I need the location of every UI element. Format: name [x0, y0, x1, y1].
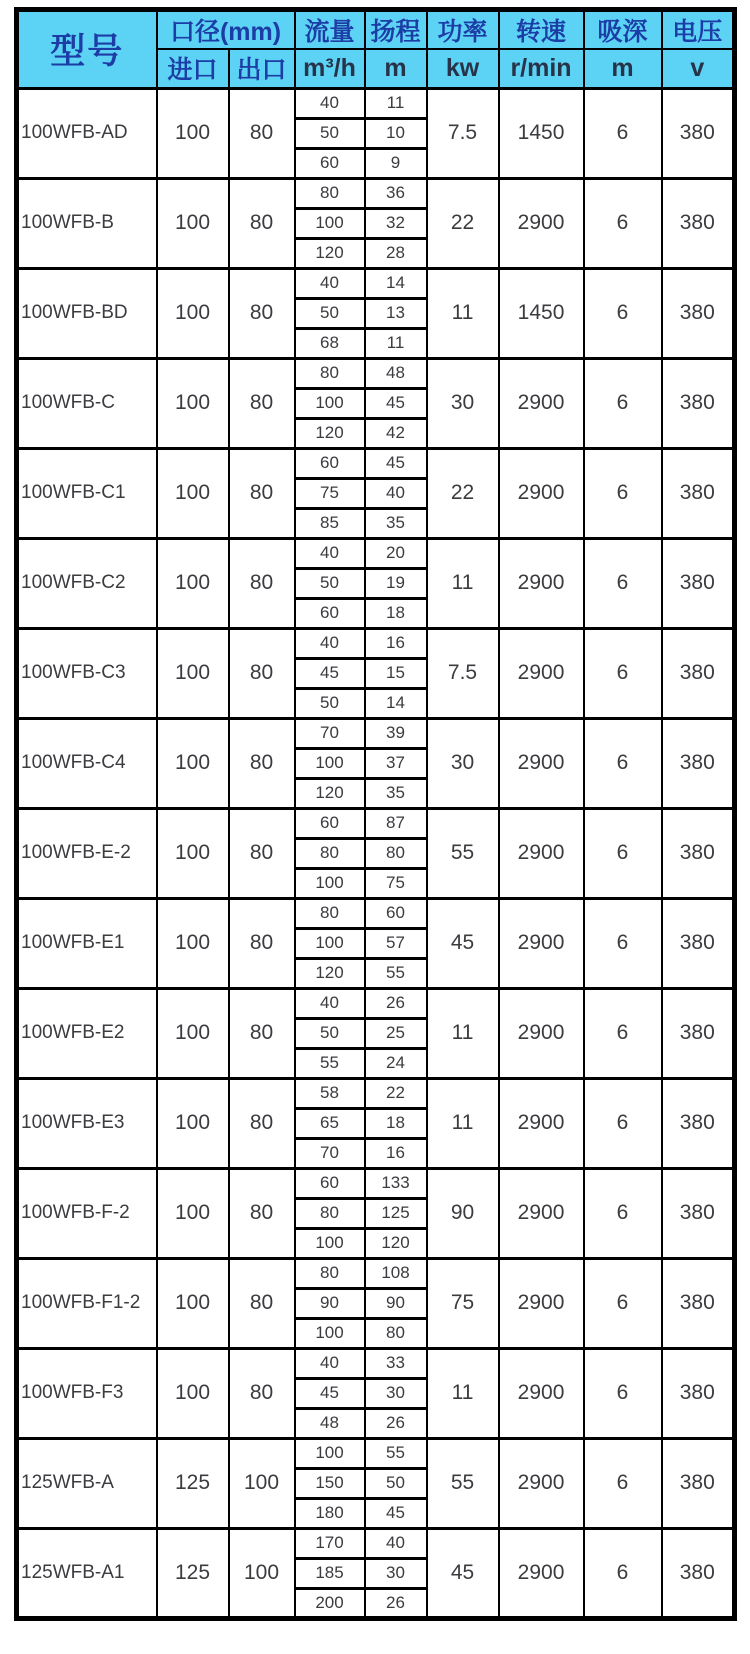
inlet-diameter-cell: 100 [157, 448, 229, 538]
head-cell: 30 [365, 1558, 427, 1588]
flow-cell: 120 [295, 238, 365, 268]
speed-cell: 2900 [499, 898, 584, 988]
spec-row [17, 1258, 735, 1288]
outlet-diameter-cell: 80 [229, 268, 295, 358]
head-cell: 11 [365, 328, 427, 358]
flow-cell: 50 [295, 118, 365, 148]
flow-cell: 60 [295, 148, 365, 178]
speed-cell: 2900 [499, 1348, 584, 1438]
flow-cell: 70 [295, 1138, 365, 1168]
model-cell: 100WFB-E-2 [17, 808, 157, 898]
inlet-diameter-cell: 125 [157, 1438, 229, 1528]
voltage-cell: 380 [662, 1438, 735, 1528]
flow-cell: 40 [295, 1348, 365, 1378]
inlet-diameter-cell: 100 [157, 988, 229, 1078]
head-cell: 26 [365, 1588, 427, 1618]
head-cell: 45 [365, 388, 427, 418]
power-cell: 11 [427, 538, 499, 628]
head-cell: 35 [365, 508, 427, 538]
inlet-diameter-cell: 100 [157, 1258, 229, 1348]
model-cell: 125WFB-A [17, 1438, 157, 1528]
inlet-diameter-cell: 100 [157, 808, 229, 898]
col-header-power: 功率 [427, 10, 499, 50]
flow-cell: 40 [295, 538, 365, 568]
inlet-diameter-cell: 100 [157, 1078, 229, 1168]
spec-row [17, 88, 735, 118]
col-header-model: 型号 [17, 10, 157, 89]
model-cell: 100WFB-C4 [17, 718, 157, 808]
flow-cell: 100 [295, 208, 365, 238]
head-cell: 60 [365, 898, 427, 928]
flow-cell: 150 [295, 1468, 365, 1498]
flow-cell: 80 [295, 1258, 365, 1288]
flow-cell: 170 [295, 1528, 365, 1558]
suction-cell: 6 [584, 808, 662, 898]
flow-cell: 80 [295, 358, 365, 388]
outlet-diameter-cell: 80 [229, 718, 295, 808]
flow-cell: 58 [295, 1078, 365, 1108]
head-cell: 28 [365, 238, 427, 268]
model-cell: 100WFB-F3 [17, 1348, 157, 1438]
model-cell: 100WFB-BD [17, 268, 157, 358]
speed-cell: 2900 [499, 1438, 584, 1528]
head-cell: 33 [365, 1348, 427, 1378]
head-cell: 75 [365, 868, 427, 898]
voltage-cell: 380 [662, 1348, 735, 1438]
model-cell: 125WFB-A1 [17, 1528, 157, 1618]
table-header [17, 10, 735, 89]
suction-cell: 6 [584, 88, 662, 178]
head-cell: 18 [365, 598, 427, 628]
outlet-diameter-cell: 80 [229, 178, 295, 268]
col-header-diameter: 口径(mm) [157, 10, 295, 50]
outlet-diameter-cell: 80 [229, 1168, 295, 1258]
voltage-cell: 380 [662, 1528, 735, 1618]
head-cell: 55 [365, 958, 427, 988]
model-cell: 100WFB-F1-2 [17, 1258, 157, 1348]
head-cell: 125 [365, 1198, 427, 1228]
flow-cell: 40 [295, 88, 365, 118]
spec-row [17, 538, 735, 568]
flow-cell: 85 [295, 508, 365, 538]
voltage-cell: 380 [662, 268, 735, 358]
flow-cell: 90 [295, 1288, 365, 1318]
outlet-diameter-cell: 80 [229, 628, 295, 718]
outlet-diameter-cell: 80 [229, 538, 295, 628]
flow-cell: 80 [295, 178, 365, 208]
head-cell: 80 [365, 1318, 427, 1348]
spec-row [17, 448, 735, 478]
power-cell: 90 [427, 1168, 499, 1258]
col-header-power-unit: kw [427, 49, 499, 88]
speed-cell: 2900 [499, 1078, 584, 1168]
head-cell: 14 [365, 268, 427, 298]
outlet-diameter-cell: 80 [229, 448, 295, 538]
power-cell: 30 [427, 358, 499, 448]
suction-cell: 6 [584, 988, 662, 1078]
power-cell: 30 [427, 718, 499, 808]
pump-spec-table [14, 7, 737, 1621]
flow-cell: 120 [295, 958, 365, 988]
spec-row [17, 358, 735, 388]
voltage-cell: 380 [662, 538, 735, 628]
spec-row [17, 178, 735, 208]
head-cell: 11 [365, 88, 427, 118]
outlet-diameter-cell: 80 [229, 898, 295, 988]
spec-row [17, 1438, 735, 1468]
head-cell: 108 [365, 1258, 427, 1288]
voltage-cell: 380 [662, 898, 735, 988]
inlet-diameter-cell: 100 [157, 1348, 229, 1438]
suction-cell: 6 [584, 898, 662, 988]
model-cell: 100WFB-E3 [17, 1078, 157, 1168]
suction-cell: 6 [584, 1438, 662, 1528]
flow-cell: 48 [295, 1408, 365, 1438]
suction-cell: 6 [584, 1168, 662, 1258]
col-header-head-unit: m [365, 49, 427, 88]
model-cell: 100WFB-C3 [17, 628, 157, 718]
flow-cell: 68 [295, 328, 365, 358]
inlet-diameter-cell: 100 [157, 268, 229, 358]
suction-cell: 6 [584, 628, 662, 718]
table-body [17, 88, 735, 1618]
header-row-labels [17, 10, 735, 50]
model-cell: 100WFB-C1 [17, 448, 157, 538]
head-cell: 32 [365, 208, 427, 238]
model-cell: 100WFB-E1 [17, 898, 157, 988]
outlet-diameter-cell: 80 [229, 1258, 295, 1348]
speed-cell: 2900 [499, 1258, 584, 1348]
flow-cell: 60 [295, 1168, 365, 1198]
model-cell: 100WFB-C [17, 358, 157, 448]
voltage-cell: 380 [662, 358, 735, 448]
col-header-speed-unit: r/min [499, 49, 584, 88]
spec-row [17, 1528, 735, 1558]
speed-cell: 2900 [499, 538, 584, 628]
suction-cell: 6 [584, 1528, 662, 1618]
suction-cell: 6 [584, 1258, 662, 1348]
flow-cell: 60 [295, 598, 365, 628]
voltage-cell: 380 [662, 628, 735, 718]
flow-cell: 100 [295, 388, 365, 418]
head-cell: 26 [365, 1408, 427, 1438]
head-cell: 87 [365, 808, 427, 838]
flow-cell: 60 [295, 808, 365, 838]
power-cell: 45 [427, 1528, 499, 1618]
spec-row [17, 628, 735, 658]
head-cell: 90 [365, 1288, 427, 1318]
speed-cell: 2900 [499, 1168, 584, 1258]
flow-cell: 200 [295, 1588, 365, 1618]
model-cell: 100WFB-F-2 [17, 1168, 157, 1258]
col-header-outlet: 出口 [229, 49, 295, 88]
outlet-diameter-cell: 80 [229, 808, 295, 898]
flow-cell: 50 [295, 568, 365, 598]
outlet-diameter-cell: 80 [229, 358, 295, 448]
speed-cell: 2900 [499, 358, 584, 448]
outlet-diameter-cell: 80 [229, 88, 295, 178]
head-cell: 25 [365, 1018, 427, 1048]
head-cell: 80 [365, 838, 427, 868]
flow-cell: 80 [295, 1198, 365, 1228]
spec-row [17, 718, 735, 748]
flow-cell: 40 [295, 268, 365, 298]
head-cell: 40 [365, 1528, 427, 1558]
head-cell: 30 [365, 1378, 427, 1408]
flow-cell: 80 [295, 898, 365, 928]
head-cell: 55 [365, 1438, 427, 1468]
head-cell: 50 [365, 1468, 427, 1498]
inlet-diameter-cell: 100 [157, 718, 229, 808]
power-cell: 11 [427, 268, 499, 358]
head-cell: 16 [365, 1138, 427, 1168]
speed-cell: 2900 [499, 808, 584, 898]
inlet-diameter-cell: 100 [157, 538, 229, 628]
col-header-inlet: 进口 [157, 49, 229, 88]
voltage-cell: 380 [662, 718, 735, 808]
head-cell: 24 [365, 1048, 427, 1078]
spec-row [17, 1348, 735, 1378]
col-header-suction: 吸深 [584, 10, 662, 50]
power-cell: 11 [427, 988, 499, 1078]
power-cell: 45 [427, 898, 499, 988]
col-header-flow: 流量 [295, 10, 365, 50]
power-cell: 22 [427, 178, 499, 268]
model-cell: 100WFB-E2 [17, 988, 157, 1078]
flow-cell: 100 [295, 748, 365, 778]
flow-cell: 120 [295, 778, 365, 808]
inlet-diameter-cell: 100 [157, 178, 229, 268]
outlet-diameter-cell: 100 [229, 1528, 295, 1618]
suction-cell: 6 [584, 718, 662, 808]
flow-cell: 100 [295, 928, 365, 958]
voltage-cell: 380 [662, 88, 735, 178]
flow-cell: 50 [295, 298, 365, 328]
head-cell: 20 [365, 538, 427, 568]
flow-cell: 60 [295, 448, 365, 478]
spec-row [17, 898, 735, 928]
head-cell: 45 [365, 448, 427, 478]
outlet-diameter-cell: 80 [229, 1078, 295, 1168]
power-cell: 55 [427, 808, 499, 898]
flow-cell: 40 [295, 628, 365, 658]
suction-cell: 6 [584, 1348, 662, 1438]
head-cell: 57 [365, 928, 427, 958]
outlet-diameter-cell: 80 [229, 1348, 295, 1438]
flow-cell: 70 [295, 718, 365, 748]
voltage-cell: 380 [662, 1168, 735, 1258]
col-header-flow-unit: m³/h [295, 49, 365, 88]
head-cell: 15 [365, 658, 427, 688]
head-cell: 48 [365, 358, 427, 388]
suction-cell: 6 [584, 268, 662, 358]
flow-cell: 100 [295, 868, 365, 898]
voltage-cell: 380 [662, 178, 735, 268]
model-cell: 100WFB-AD [17, 88, 157, 178]
power-cell: 7.5 [427, 628, 499, 718]
suction-cell: 6 [584, 538, 662, 628]
head-cell: 35 [365, 778, 427, 808]
voltage-cell: 380 [662, 1258, 735, 1348]
head-cell: 45 [365, 1498, 427, 1528]
head-cell: 40 [365, 478, 427, 508]
suction-cell: 6 [584, 448, 662, 538]
head-cell: 9 [365, 148, 427, 178]
head-cell: 120 [365, 1228, 427, 1258]
flow-cell: 50 [295, 1018, 365, 1048]
power-cell: 55 [427, 1438, 499, 1528]
col-header-speed: 转速 [499, 10, 584, 50]
head-cell: 22 [365, 1078, 427, 1108]
inlet-diameter-cell: 100 [157, 628, 229, 718]
flow-cell: 100 [295, 1318, 365, 1348]
model-cell: 100WFB-C2 [17, 538, 157, 628]
inlet-diameter-cell: 100 [157, 88, 229, 178]
col-header-voltage-unit: v [662, 49, 735, 88]
flow-cell: 185 [295, 1558, 365, 1588]
flow-cell: 100 [295, 1228, 365, 1258]
spec-row [17, 988, 735, 1018]
inlet-diameter-cell: 125 [157, 1528, 229, 1618]
inlet-diameter-cell: 100 [157, 358, 229, 448]
voltage-cell: 380 [662, 448, 735, 538]
flow-cell: 55 [295, 1048, 365, 1078]
voltage-cell: 380 [662, 1078, 735, 1168]
head-cell: 14 [365, 688, 427, 718]
flow-cell: 120 [295, 418, 365, 448]
spec-row [17, 268, 735, 298]
power-cell: 7.5 [427, 88, 499, 178]
power-cell: 11 [427, 1078, 499, 1168]
power-cell: 11 [427, 1348, 499, 1438]
outlet-diameter-cell: 80 [229, 988, 295, 1078]
speed-cell: 2900 [499, 628, 584, 718]
speed-cell: 2900 [499, 718, 584, 808]
head-cell: 10 [365, 118, 427, 148]
head-cell: 42 [365, 418, 427, 448]
head-cell: 133 [365, 1168, 427, 1198]
head-cell: 26 [365, 988, 427, 1018]
col-header-suction-unit: m [584, 49, 662, 88]
voltage-cell: 380 [662, 808, 735, 898]
flow-cell: 75 [295, 478, 365, 508]
spec-row [17, 1168, 735, 1198]
speed-cell: 2900 [499, 178, 584, 268]
head-cell: 37 [365, 748, 427, 778]
head-cell: 18 [365, 1108, 427, 1138]
head-cell: 16 [365, 628, 427, 658]
suction-cell: 6 [584, 358, 662, 448]
voltage-cell: 380 [662, 988, 735, 1078]
head-cell: 36 [365, 178, 427, 208]
head-cell: 39 [365, 718, 427, 748]
power-cell: 75 [427, 1258, 499, 1348]
speed-cell: 1450 [499, 88, 584, 178]
head-cell: 19 [365, 568, 427, 598]
suction-cell: 6 [584, 1078, 662, 1168]
flow-cell: 40 [295, 988, 365, 1018]
suction-cell: 6 [584, 178, 662, 268]
outlet-diameter-cell: 100 [229, 1438, 295, 1528]
flow-cell: 50 [295, 688, 365, 718]
flow-cell: 45 [295, 1378, 365, 1408]
speed-cell: 2900 [499, 448, 584, 538]
spec-row [17, 808, 735, 838]
spec-row [17, 1078, 735, 1108]
speed-cell: 1450 [499, 268, 584, 358]
flow-cell: 100 [295, 1438, 365, 1468]
speed-cell: 2900 [499, 988, 584, 1078]
col-header-head: 扬程 [365, 10, 427, 50]
inlet-diameter-cell: 100 [157, 1168, 229, 1258]
col-header-voltage: 电压 [662, 10, 735, 50]
flow-cell: 80 [295, 838, 365, 868]
power-cell: 22 [427, 448, 499, 538]
speed-cell: 2900 [499, 1528, 584, 1618]
flow-cell: 65 [295, 1108, 365, 1138]
inlet-diameter-cell: 100 [157, 898, 229, 988]
flow-cell: 180 [295, 1498, 365, 1528]
head-cell: 13 [365, 298, 427, 328]
flow-cell: 45 [295, 658, 365, 688]
model-cell: 100WFB-B [17, 178, 157, 268]
